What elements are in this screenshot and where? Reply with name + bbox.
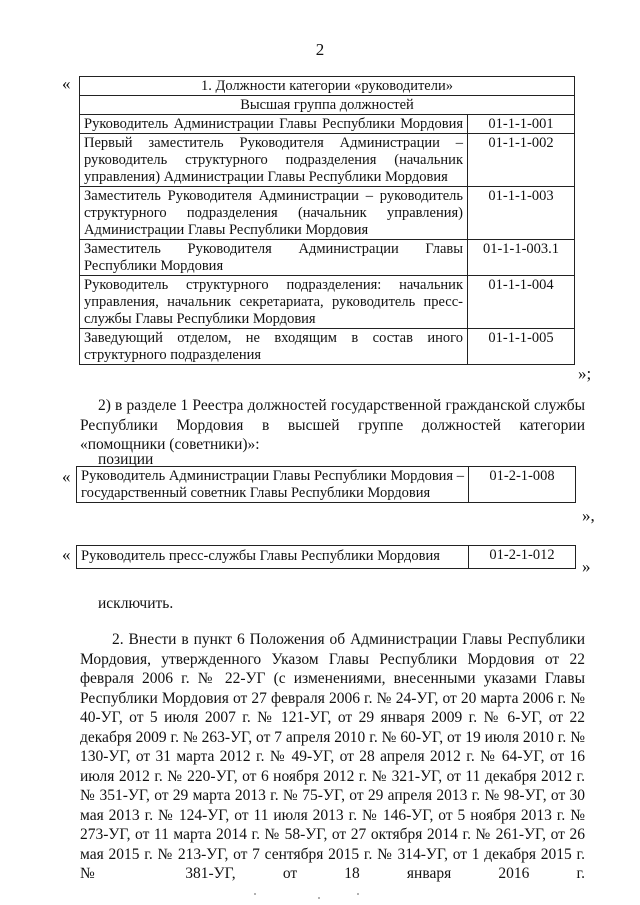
section-paragraph: 2) в разделе 1 Реестра должностей государственной гражданской службы Республики Мордовия в высшей группе должностей категории «помощники (советники)»: xyxy=(80,397,585,453)
positions-table-managers xyxy=(79,76,575,365)
table-row xyxy=(80,329,575,365)
open-quote-table3: « xyxy=(62,545,71,564)
close-quote-table2: », xyxy=(582,506,595,525)
table-header: 1. Должности категории «руководители» xyxy=(80,77,575,96)
position-code: 01-1-1-004 xyxy=(468,276,575,329)
position-code: 01-1-1-003 xyxy=(468,187,575,240)
page-number: 2 xyxy=(315,40,325,59)
positions-table-advisors xyxy=(76,466,576,503)
exclude-text: исключить. xyxy=(98,595,174,612)
positions-table-press xyxy=(76,545,576,569)
scan-speck xyxy=(318,897,320,899)
amendment-paragraph: 2. Внести в пункт 6 Положения об Администрации Главы Республики Мордовия, утвержденного Указом Главы Республики Мордовия от 22 февраля 2006 г. № 22-УГ (с изменениями, внесенными указами Главы Республики Мордовия от 27 февраля 2006 г. № 24-УГ, от 20 марта 2006 г. № 40-УГ, от 5 июля 2007 г. № 121-УГ, от 29 января 2009 г. № 6-УГ, от 22 декабря 2009 г. № 263-УГ, от 7 апреля 2010 г. № 60-УГ, от 19 июля 2010 г. № 130-УГ, от 31 марта 2012 г. № 49-УГ, от 28 апреля 2012 г. № 64-УГ, от 16 июля 2012 г. № 220-УГ, от 6 ноября 2012 г. № 321-УГ, от 11 декабря 2012 г. № 351-УГ, от 29 марта 2013 г. № 75-УГ, от 29 апреля 2013 г. № 98-УГ, от 30 мая 2013 г. № 124-УГ, от 11 июля 2013 г. № 146-УГ, от 5 ноября 2013 г. № 273-УГ, от 11 марта 2014 г. № 58-УГ, от 27 октября 2014 г. № 261-УГ, от 26 мая 2015 г. № 213-УГ, от 7 сентября 2015 г. № 314-УГ, от 1 декабря 2015 г. № 381-УГ, от 18 января 2016 г. xyxy=(80,631,585,882)
table-row xyxy=(80,240,575,276)
position-title: Руководитель структурного подразделения: начальник управления, начальник секретариата, руководитель пресс-службы Главы Республики Мордовия xyxy=(80,276,468,329)
table-subheader: Высшая группа должностей xyxy=(80,96,575,115)
position-title: Заместитель Руководителя Администрации – руководитель структурного подразделения (начальник управления) Администрации Главы Республики Мордовия xyxy=(80,187,468,240)
table-header-row xyxy=(80,77,575,96)
table-row xyxy=(80,134,575,187)
scan-speck xyxy=(357,893,359,895)
position-title: Первый заместитель Руководителя Администрации – руководитель структурного подразделения (начальник управления) Администрации Главы Республики Мордовия xyxy=(80,134,468,187)
position-code: 01-1-1-003.1 xyxy=(468,240,575,276)
close-quote-table1: »; xyxy=(578,364,592,383)
position-code: 01-2-1-012 xyxy=(469,546,576,569)
table-row xyxy=(77,546,576,569)
scan-speck xyxy=(254,893,256,895)
close-quote-table3: » xyxy=(582,557,591,576)
position-title: Заведующий отделом, не входящим в состав иного структурного подразделения xyxy=(80,329,468,365)
position-title: Руководитель Администрации Главы Республики Мордовия – государственный советник Главы Республики Мордовия xyxy=(77,467,469,503)
table-row xyxy=(80,115,575,134)
position-code: 01-1-1-002 xyxy=(468,134,575,187)
position-code: 01-1-1-001 xyxy=(468,115,575,134)
position-title: Руководитель Администрации Главы Республики Мордовия xyxy=(80,115,468,134)
position-title: Заместитель Руководителя Администрации Главы Республики Мордовия xyxy=(80,240,468,276)
position-code: 01-1-1-005 xyxy=(468,329,575,365)
position-code: 01-2-1-008 xyxy=(469,467,576,503)
open-quote-table1: « xyxy=(62,74,71,93)
position-title: Руководитель пресс-службы Главы Республики Мордовия xyxy=(77,546,469,569)
positions-label: позиции xyxy=(98,451,154,468)
table-row xyxy=(77,467,576,503)
table-row xyxy=(80,187,575,240)
open-quote-table2: « xyxy=(62,467,71,486)
table-subheader-row xyxy=(80,96,575,115)
table-row xyxy=(80,276,575,329)
